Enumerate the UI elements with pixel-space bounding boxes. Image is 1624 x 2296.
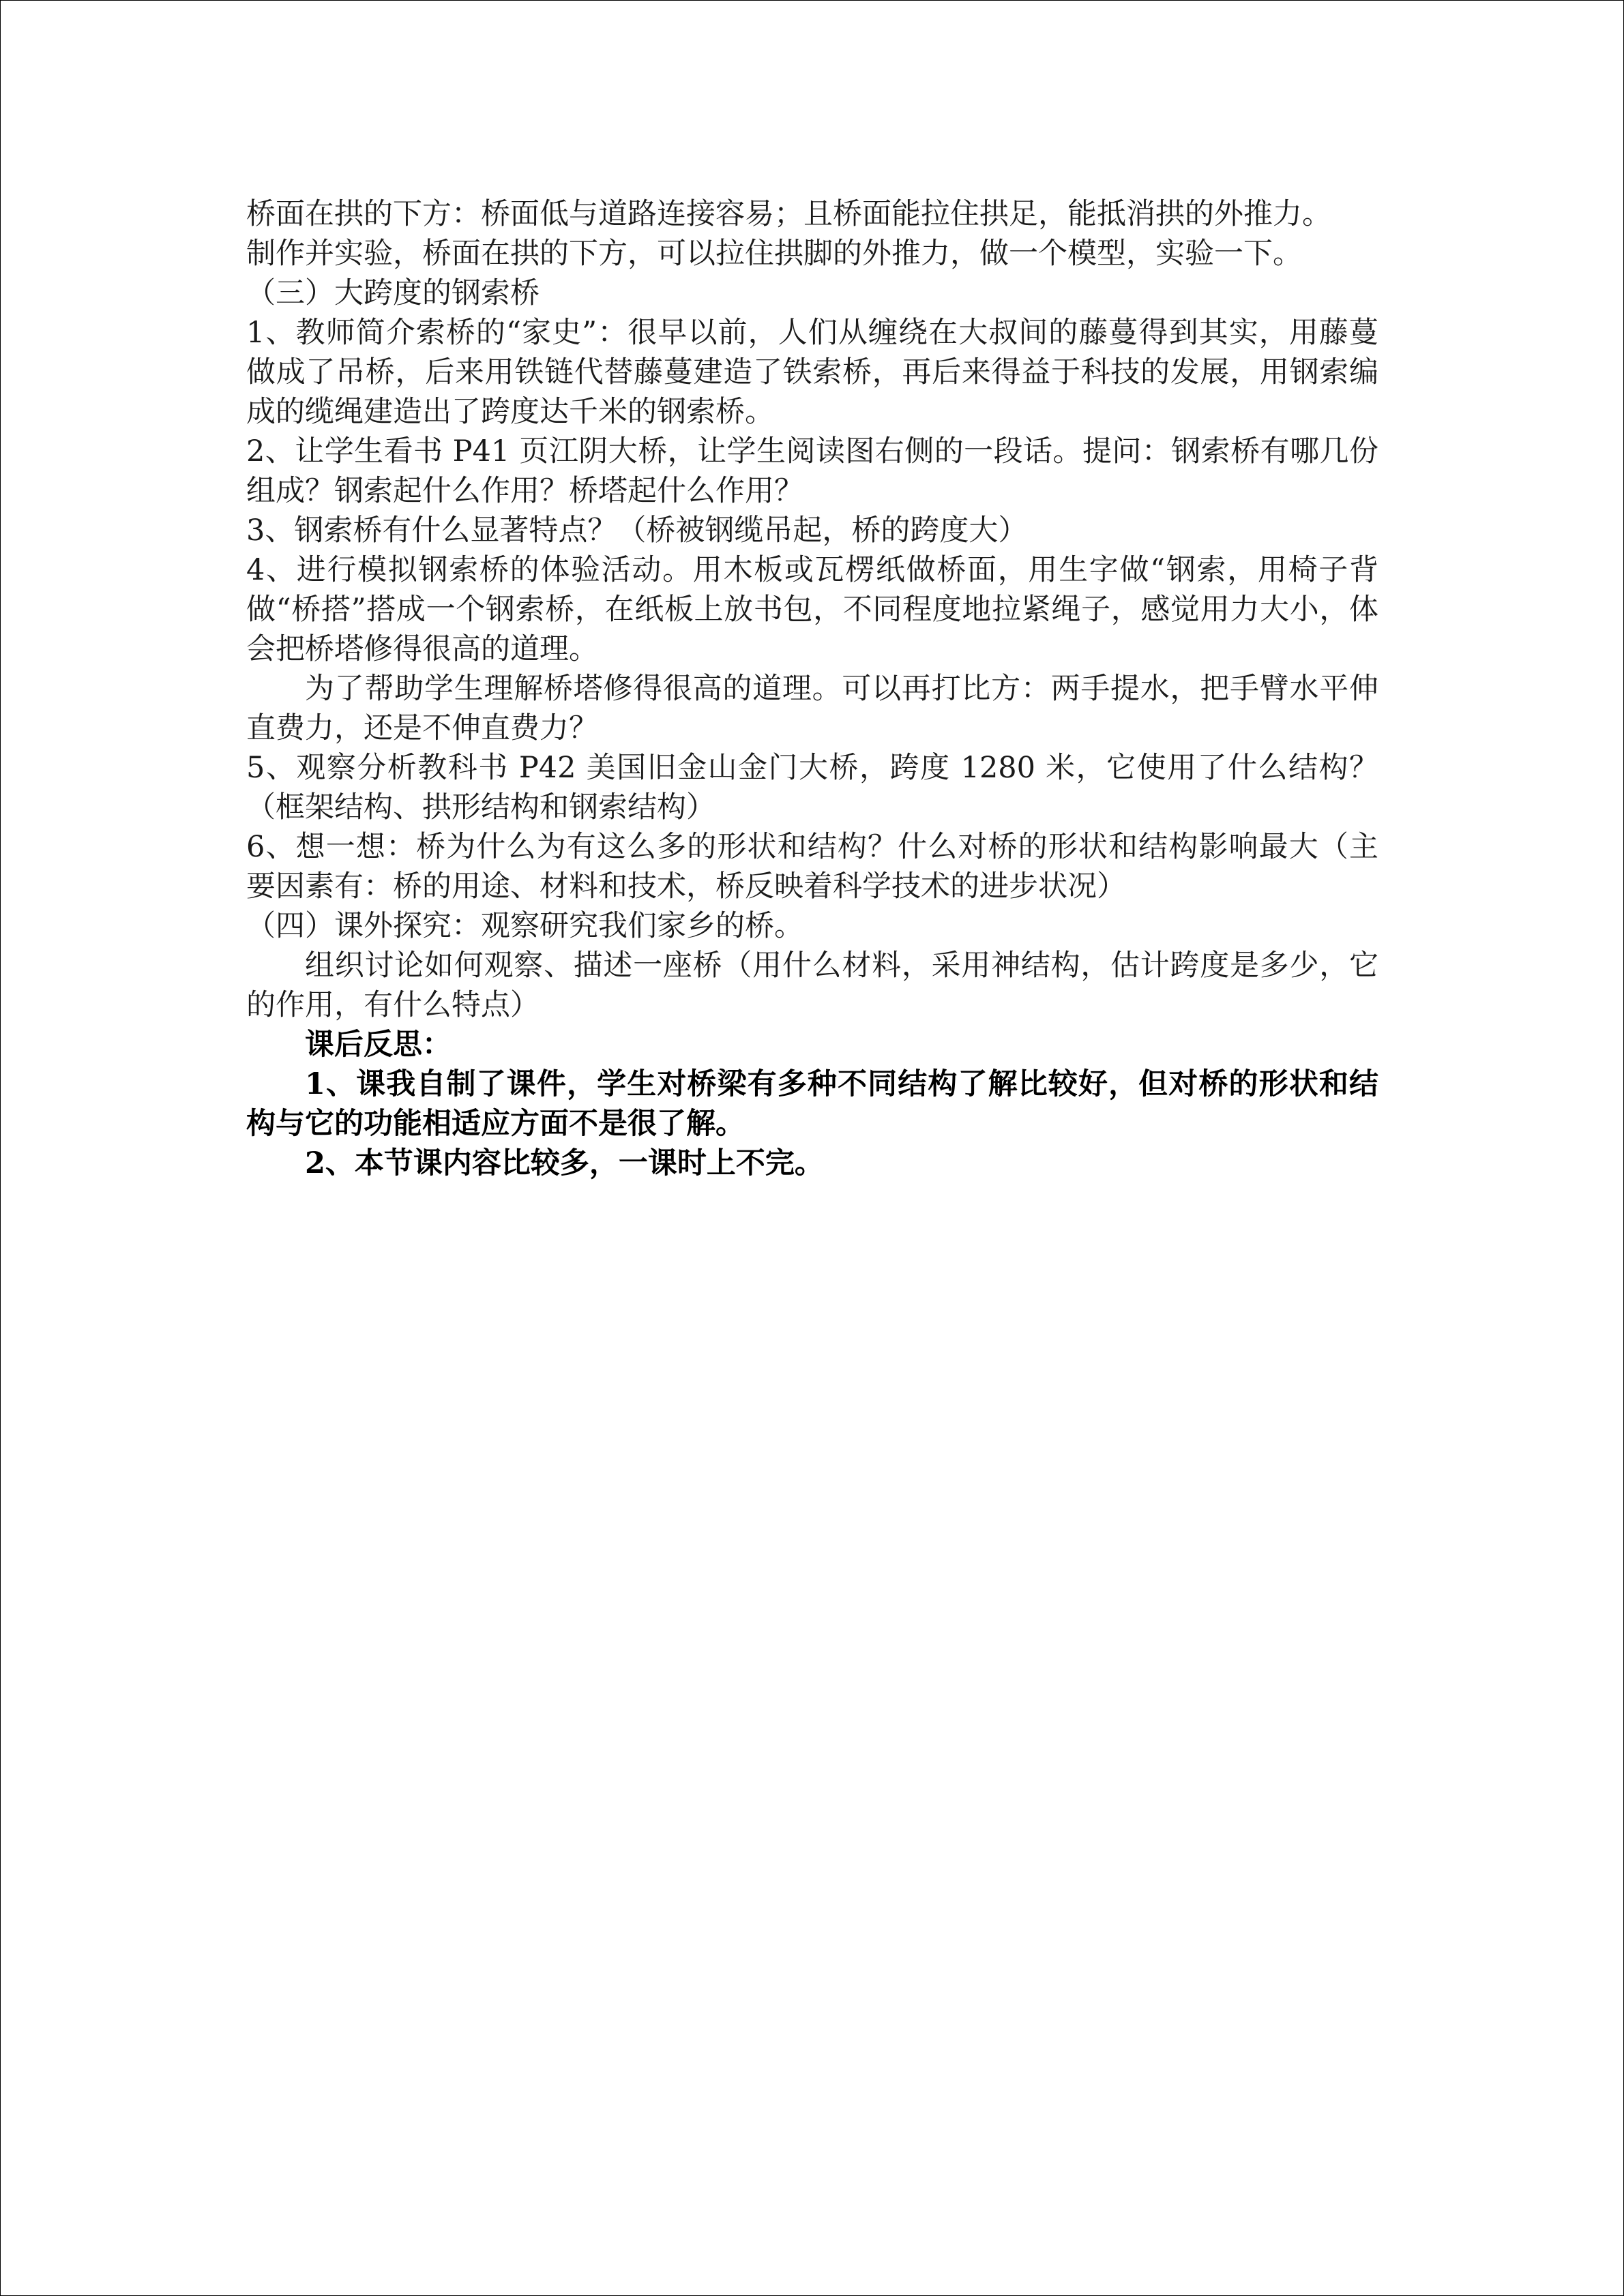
document-body [246, 194, 1378, 1183]
list-item-6: 6、想一想：桥为什么为有这么多的形状和结构？什么对桥的形状和结构影响最大（主要因素有：桥的用途、材料和技术，桥反映着科学技术的进步状况） [246, 830, 1378, 904]
paragraph-arch-below-deck: 桥面在拱的下方：桥面低与道路连接容易；且桥面能拉住拱足，能抵消拱的外推力。 [246, 197, 1331, 231]
section-heading-cable-bridge: （三）大跨度的钢索桥 [246, 276, 540, 310]
paragraph-model-experiment: 制作并实验，桥面在拱的下方，可以拉住拱脚的外推力，做一个模型，实验一下。 [246, 237, 1302, 271]
reflection-item-2: 2、本节课内容比较多，一课时上不完。 [305, 1146, 824, 1180]
list-item-5: 5、观察分析教科书 P42 美国旧金山金门大桥，跨度 1280 米，它使用了什么结构？（框架结构、拱形结构和钢索结构） [246, 751, 1378, 824]
reflection-heading: 课后反思： [305, 1028, 452, 1062]
paragraph-discussion: 组织讨论如何观察、描述一座桥（用什么材料，采用神结构，估计跨度是多少，它的作用，有什么特点） [246, 949, 1378, 1022]
section-heading-extracurricular: （四）课外探究：观察研究我们家乡的桥。 [246, 909, 803, 943]
list-item-4: 4、进行模拟钢索桥的体验活动。用木板或瓦楞纸做桥面，用生字做“钢索，用椅子背做“桥搭”搭成一个钢索桥，在纸板上放书包，不同程度地拉紧绳子，感觉用力大小，体会把桥塔修得很高的道理。 [246, 553, 1378, 666]
list-item-1: 1、教师简介索桥的“家史”：很早以前，人们从缠绕在大叔间的藤蔓得到其实，用藤蔓做成了吊桥，后来用铁链代替藤蔓建造了铁索桥，再后来得益于科技的发展，用钢索编成的缆绳建造出了跨度达千米的钢索桥。 [246, 316, 1378, 429]
list-item-2: 2、让学生看书 P41 页江阴大桥，让学生阅读图右侧的一段话。提问：钢索桥有哪几份组成？钢索起什么作用？桥塔起什么作用？ [246, 434, 1378, 508]
reflection-item-1: 1、课我自制了课件，学生对桥梁有多种不同结构了解比较好，但对桥的形状和结构与它的功能相适应方面不是很了解。 [246, 1067, 1378, 1141]
paragraph-analogy: 为了帮助学生理解桥塔修得很高的道理。可以再打比方：两手提水，把手臂水平伸直费力，还是不伸直费力？ [246, 672, 1378, 745]
list-item-3: 3、钢索桥有什么显著特点？（桥被钢缆吊起，桥的跨度大） [246, 513, 1028, 548]
